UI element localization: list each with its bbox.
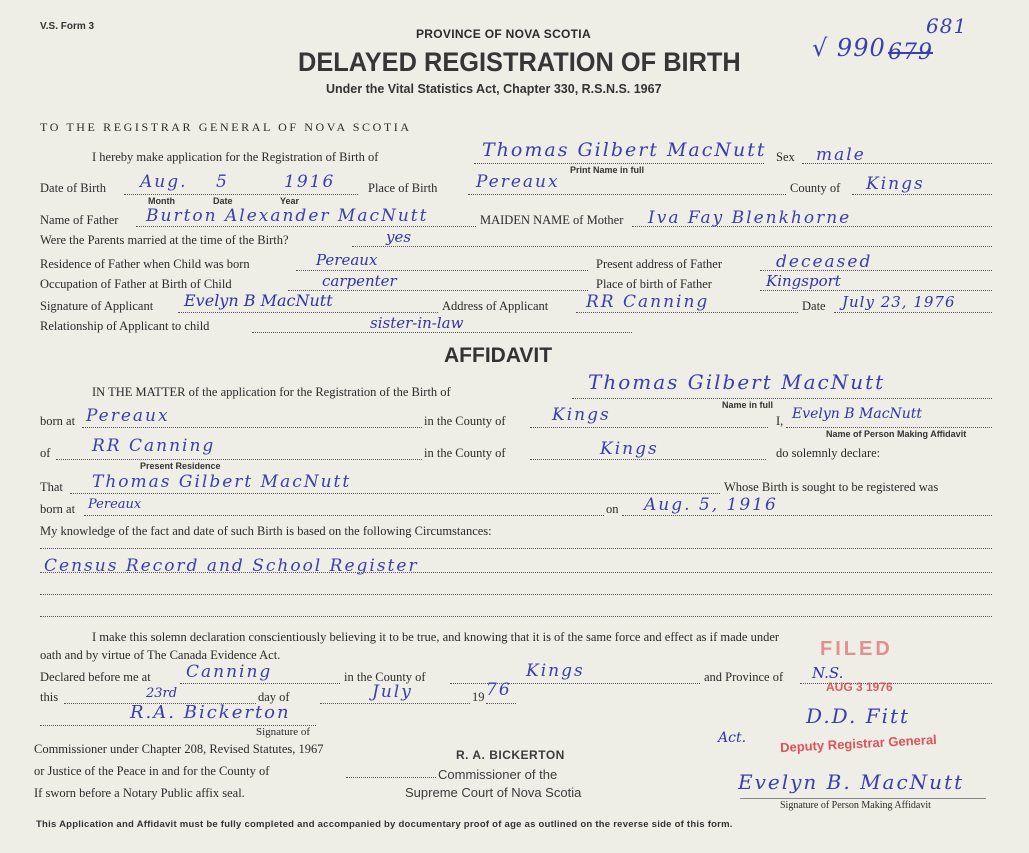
declare-label: do solemnly declare: (776, 446, 881, 460)
mother-value: Iva Fay Blenkhorne (648, 208, 852, 228)
name-in-full-hint: Name in full (722, 400, 774, 410)
father-label: Name of Father (40, 213, 119, 227)
to-registrar-line: TO THE REGISTRAR GENERAL OF NOVA SCOTIA (40, 120, 412, 134)
county-value: Kings (866, 174, 925, 194)
filed-stamp: FILED (820, 638, 893, 660)
month-hint: Month (148, 196, 175, 206)
on-label: on (606, 502, 619, 516)
residence-value: Pereaux (316, 251, 378, 269)
i-label: I, (776, 414, 784, 428)
born-at-label-2: born at (40, 502, 76, 516)
print-name-hint: Print Name in full (570, 165, 645, 175)
file-number-correction: 681 (926, 14, 968, 38)
day-of-label: day of (258, 690, 290, 704)
commissioner-stamp-name: R. A. BICKERTON (456, 748, 565, 762)
in-county-label: in the County of (424, 414, 506, 428)
pob-label: Place of Birth (368, 181, 438, 195)
affidavit-heading: AFFIDAVIT (444, 344, 553, 367)
province-value: N.S. (812, 664, 844, 682)
form-title: DELAYED REGISTRATION OF BIRTH (298, 47, 741, 77)
relationship-label: Relationship of Applicant to child (40, 319, 210, 333)
act-subtitle: Under the Vital Statistics Act, Chapter 330, R.S.N.S. 1967 (326, 82, 662, 96)
applicant-signature-label: Signature of Applicant (40, 299, 154, 313)
occupation-value: carpenter (322, 272, 397, 290)
in-county-label-2: in the County of (424, 446, 506, 460)
day-number-value: 23rd (146, 686, 178, 701)
that-name-value: Thomas Gilbert MacNutt (92, 472, 352, 492)
on-date-value: Aug. 5, 1916 (644, 495, 778, 515)
present-residence-hint: Present Residence (140, 461, 221, 471)
deputy-registrar-stamp: Deputy Registrar General (779, 731, 938, 756)
deponent-hint: Name of Person Making Affidavit (826, 429, 967, 439)
affidavit-county-value: Kings (552, 405, 611, 425)
commissioner-line-2: or Justice of the Peace in and for the County of (34, 764, 270, 778)
commissioner-stamp-line-2: Commissioner of the (438, 767, 558, 782)
born-at-value: Pereaux (86, 406, 170, 426)
born-at-label: born at (40, 414, 76, 428)
commissioner-signature: R.A. Bickerton (130, 702, 291, 723)
registrar-prefix: Act. (718, 730, 747, 746)
deponent-name-value: Evelyn B MacNutt (792, 406, 923, 422)
year-value: 76 (486, 680, 512, 700)
date-label: Date (802, 299, 826, 313)
born-at-value-2: Pereaux (88, 497, 142, 512)
dob-date-value: 5 (216, 172, 229, 192)
commissioner-line-1: Commissioner under Chapter 208, Revised Statutes, 1967 (34, 742, 324, 756)
sex-label: Sex (776, 150, 795, 164)
that-label: That (40, 480, 63, 494)
child-name-value: Thomas Gilbert MacNutt (482, 139, 767, 161)
declared-at-value: Canning (186, 662, 273, 682)
present-address-label: Present address of Father (596, 257, 723, 271)
matter-label: IN THE MATTER of the application for the Registration of the Birth of (92, 385, 451, 399)
occupation-label: Occupation of Father at Birth of Child (40, 277, 232, 291)
solemn-line-1: I make this solemn declaration conscientiously believing it to be true, and knowing that it is of the same force and effect as if made under (92, 630, 780, 644)
province-label: and Province of (704, 670, 784, 684)
of-label: of (40, 446, 51, 460)
present-address-value: deceased (776, 252, 873, 272)
whose-birth-label: Whose Birth is sought to be registered was (724, 480, 939, 494)
dob-month-value: Aug. (140, 172, 188, 192)
father-pob-label: Place of birth of Father (596, 277, 712, 291)
knowledge-label: My knowledge of the fact and date of such Birth is based on the following Circumstances: (40, 524, 492, 538)
father-value: Burton Alexander MacNutt (146, 206, 429, 226)
year-hint: Year (280, 196, 300, 206)
apply-label: I hereby make application for the Registration of Birth of (92, 150, 379, 164)
sex-value: male (816, 145, 866, 165)
circumstances-value: Census Record and School Register (44, 556, 419, 576)
declared-county-value: Kings (526, 661, 585, 681)
affidavit-county2-value: Kings (600, 439, 659, 459)
mother-label: MAIDEN NAME of Mother (480, 213, 624, 227)
deponent-signature: Evelyn B. MacNutt (738, 770, 965, 794)
filed-date-stamp: AUG 3 1976 (826, 680, 893, 694)
commissioner-stamp-line-3: Supreme Court of Nova Scotia (405, 785, 582, 800)
year-label: 19 (472, 690, 485, 704)
footer-instruction: This Application and Affidavit must be fully completed and accompanied by documentary proof of age as outlined on the reverse side of this form. (36, 819, 733, 830)
married-value: yes (386, 228, 412, 246)
month-value: July (372, 682, 413, 702)
commissioner-line-3: If sworn before a Notary Public affix seal. (34, 786, 245, 800)
file-number: √ 990 (812, 34, 886, 62)
affidavit-name-value: Thomas Gilbert MacNutt (588, 370, 886, 394)
signature-of-hint: Signature of (256, 726, 311, 738)
date-hint: Date (213, 196, 233, 206)
in-county-label-3: in the County of (344, 670, 426, 684)
dob-label: Date of Birth (40, 181, 106, 195)
father-pob-value: Kingsport (766, 272, 841, 290)
residence-label: Residence of Father when Child was born (40, 257, 250, 271)
this-label: this (40, 690, 59, 704)
registrar-signature: D.D. Fitt (806, 704, 911, 728)
form-number: V.S. Form 3 (40, 21, 95, 32)
applicant-address-label: Address of Applicant (442, 299, 549, 313)
declared-before-label: Declared before me at (40, 670, 151, 684)
applicant-address-value: RR Canning (586, 292, 710, 312)
married-label: Were the Parents married at the time of the Birth? (40, 233, 289, 247)
deponent-signature-hint: Signature of Person Making Affidavit (780, 800, 931, 811)
county-label: County of (790, 181, 841, 195)
applicant-signature: Evelyn B MacNutt (184, 291, 333, 310)
file-number-struck: 679 (888, 40, 933, 65)
pob-value: Pereaux (476, 172, 560, 192)
residence-value: RR Canning (92, 436, 216, 456)
solemn-line-2: oath and by virtue of The Canada Evidence Act. (40, 648, 281, 662)
date-value: July 23, 1976 (842, 293, 956, 311)
relationship-value: sister-in-law (370, 314, 464, 332)
dob-year-value: 1916 (284, 172, 336, 192)
province-heading: PROVINCE OF NOVA SCOTIA (416, 27, 591, 41)
